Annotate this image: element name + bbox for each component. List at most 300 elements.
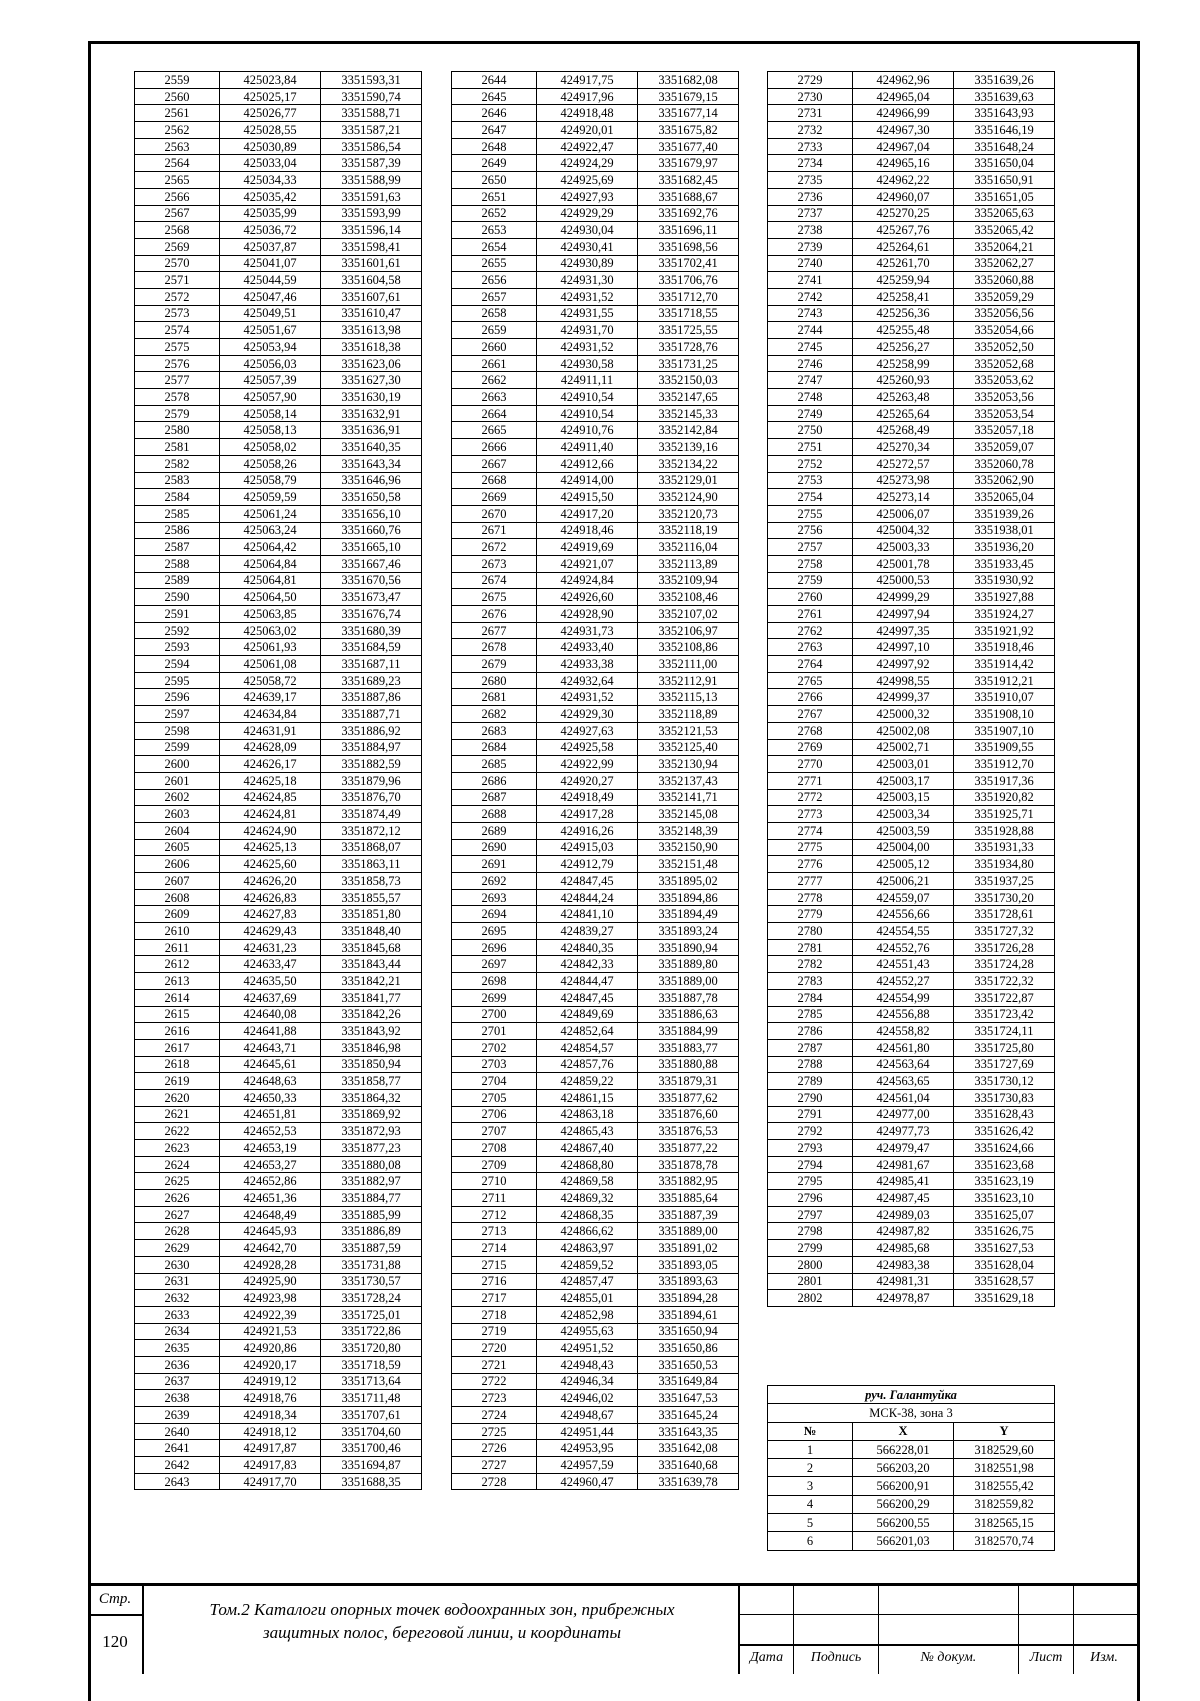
point-number: 2720	[452, 1340, 537, 1357]
y-coordinate: 3351841,77	[321, 989, 422, 1006]
y-coordinate: 3351675,82	[638, 122, 739, 139]
point-number: 2695	[452, 923, 537, 940]
point-number: 2584	[135, 489, 220, 506]
y-coordinate: 3352142,84	[638, 422, 739, 439]
x-coordinate: 424965,16	[853, 155, 954, 172]
point-number: 2598	[135, 722, 220, 739]
table-row	[452, 1123, 739, 1140]
point-number: 2581	[135, 439, 220, 456]
y-coordinate: 3352060,78	[954, 455, 1055, 472]
point-number: 2652	[452, 205, 537, 222]
table-row	[452, 489, 739, 506]
point-number: 2765	[768, 672, 853, 689]
point-number: 2606	[135, 856, 220, 873]
table-row	[768, 639, 1055, 656]
x-coordinate: 425003,59	[853, 822, 954, 839]
table-row	[768, 505, 1055, 522]
point-number: 2640	[135, 1423, 220, 1440]
x-coordinate: 424985,68	[853, 1240, 954, 1257]
point-number: 2729	[768, 72, 853, 89]
x-coordinate: 424651,36	[220, 1190, 321, 1207]
y-coordinate: 3351682,08	[638, 72, 739, 89]
x-coordinate: 424917,83	[220, 1457, 321, 1474]
x-coordinate: 424653,27	[220, 1156, 321, 1173]
table-row	[768, 372, 1055, 389]
table-row	[135, 405, 422, 422]
table-row	[768, 1273, 1055, 1290]
y-coordinate: 3351884,99	[638, 1023, 739, 1040]
table-row	[768, 739, 1055, 756]
point-number: 2656	[452, 272, 537, 289]
x-coordinate: 424840,35	[537, 939, 638, 956]
point-number: 2646	[452, 105, 537, 122]
x-coordinate: 424929,29	[537, 205, 638, 222]
point-number: 2620	[135, 1089, 220, 1106]
table-row	[768, 873, 1055, 890]
table-row	[135, 322, 422, 339]
y-coordinate: 3352137,43	[638, 772, 739, 789]
x-coordinate: 424852,98	[537, 1306, 638, 1323]
y-coordinate: 3351676,74	[321, 606, 422, 623]
y-coordinate: 3351587,21	[321, 122, 422, 139]
table-row	[135, 923, 422, 940]
x-coordinate: 424911,40	[537, 439, 638, 456]
x-coordinate: 424859,22	[537, 1073, 638, 1090]
x-coordinate: 424640,08	[220, 1006, 321, 1023]
y-coordinate: 3351920,82	[954, 789, 1055, 806]
x-coordinate: 425064,81	[220, 572, 321, 589]
y-coordinate: 3351936,20	[954, 539, 1055, 556]
y-coordinate: 3351882,59	[321, 756, 422, 773]
y-coordinate: 3351650,58	[321, 489, 422, 506]
y-coordinate: 3352109,94	[638, 572, 739, 589]
table-row	[768, 989, 1055, 1006]
table-row	[452, 739, 739, 756]
point-number: 2715	[452, 1256, 537, 1273]
table-row	[768, 522, 1055, 539]
y-coordinate: 3351872,93	[321, 1123, 422, 1140]
x-coordinate: 424839,27	[537, 923, 638, 940]
table-row	[768, 1459, 1055, 1477]
point-number: 2782	[768, 956, 853, 973]
point-number: 2704	[452, 1073, 537, 1090]
table-row	[452, 806, 739, 823]
x-coordinate: 425005,12	[853, 856, 954, 873]
y-coordinate: 3351878,78	[638, 1156, 739, 1173]
x-coordinate: 425064,42	[220, 539, 321, 556]
y-coordinate: 3351879,96	[321, 772, 422, 789]
y-coordinate: 3351883,77	[638, 1039, 739, 1056]
x-coordinate: 424554,55	[853, 923, 954, 940]
y-coordinate: 3352116,04	[638, 539, 739, 556]
y-coordinate: 3351636,91	[321, 422, 422, 439]
table-row	[135, 856, 422, 873]
y-coordinate: 3351876,53	[638, 1123, 739, 1140]
x-coordinate: 425273,98	[853, 472, 954, 489]
point-number: 2760	[768, 589, 853, 606]
y-coordinate: 3351886,92	[321, 722, 422, 739]
point-number: 2763	[768, 639, 853, 656]
point-number: 2743	[768, 305, 853, 322]
y-coordinate: 3351858,73	[321, 873, 422, 890]
x-coordinate: 424652,86	[220, 1173, 321, 1190]
table-row	[768, 539, 1055, 556]
y-coordinate: 3351858,77	[321, 1073, 422, 1090]
y-coordinate: 3351893,63	[638, 1273, 739, 1290]
table-row	[452, 505, 739, 522]
x-coordinate: 566228,01	[853, 1440, 954, 1458]
x-coordinate: 425264,61	[853, 238, 954, 255]
table-row	[768, 839, 1055, 856]
table-row	[452, 1240, 739, 1257]
y-coordinate: 3351890,94	[638, 939, 739, 956]
point-number: 2638	[135, 1390, 220, 1407]
point-number: 2615	[135, 1006, 220, 1023]
y-coordinate: 3351623,68	[954, 1156, 1055, 1173]
x-coordinate: 424931,30	[537, 272, 638, 289]
y-coordinate: 3351702,41	[638, 255, 739, 272]
x-coordinate: 425049,51	[220, 305, 321, 322]
y-coordinate: 3351937,25	[954, 873, 1055, 890]
y-coordinate: 3351864,32	[321, 1089, 422, 1106]
date-label: Дата	[749, 1650, 784, 1665]
y-coordinate: 3351673,47	[321, 589, 422, 606]
point-number: 2621	[135, 1106, 220, 1123]
point-number: 2732	[768, 122, 853, 139]
x-coordinate: 424985,41	[853, 1173, 954, 1190]
point-number: 2788	[768, 1056, 853, 1073]
point-number: 2633	[135, 1306, 220, 1323]
x-coordinate: 425058,72	[220, 672, 321, 689]
y-coordinate: 3351639,78	[638, 1473, 739, 1490]
x-coordinate: 425000,53	[853, 572, 954, 589]
sheet-label: Лист	[1029, 1650, 1063, 1665]
point-number: 2643	[135, 1473, 220, 1490]
x-coordinate: 424965,04	[853, 88, 954, 105]
y-coordinate: 3351933,45	[954, 555, 1055, 572]
y-coordinate: 3351679,97	[638, 155, 739, 172]
y-coordinate: 3351648,24	[954, 138, 1055, 155]
table-row	[452, 122, 739, 139]
x-coordinate: 425056,03	[220, 355, 321, 372]
table-row	[135, 606, 422, 623]
x-coordinate: 424645,93	[220, 1223, 321, 1240]
y-coordinate: 3351874,49	[321, 806, 422, 823]
table-row	[452, 372, 739, 389]
y-coordinate: 3352053,56	[954, 389, 1055, 406]
point-number: 2741	[768, 272, 853, 289]
table-row	[768, 906, 1055, 923]
y-coordinate: 3351610,47	[321, 305, 422, 322]
y-coordinate: 3351692,76	[638, 205, 739, 222]
x-coordinate: 424918,12	[220, 1423, 321, 1440]
table-row	[135, 639, 422, 656]
x-coordinate: 425256,27	[853, 339, 954, 356]
x-coordinate: 425030,89	[220, 138, 321, 155]
x-coordinate: 424912,66	[537, 455, 638, 472]
x-coordinate: 425258,99	[853, 355, 954, 372]
y-coordinate: 3351850,94	[321, 1056, 422, 1073]
x-coordinate: 425057,90	[220, 389, 321, 406]
point-number: 2707	[452, 1123, 537, 1140]
point-number: 2595	[135, 672, 220, 689]
y-coordinate: 3351846,98	[321, 1039, 422, 1056]
point-number: 2626	[135, 1190, 220, 1207]
table-row	[452, 1290, 739, 1307]
table-row	[135, 772, 422, 789]
coordinates-table-2	[451, 71, 739, 1490]
y-coordinate: 3351921,92	[954, 622, 1055, 639]
table-row	[452, 1457, 739, 1474]
table-row	[768, 1223, 1055, 1240]
point-number: 2623	[135, 1140, 220, 1157]
table-row	[135, 138, 422, 155]
point-number: 2757	[768, 539, 853, 556]
point-number: 2654	[452, 238, 537, 255]
x-coordinate: 424987,45	[853, 1190, 954, 1207]
point-number: 2700	[452, 1006, 537, 1023]
y-coordinate: 3351887,39	[638, 1206, 739, 1223]
y-coordinate: 3351628,43	[954, 1106, 1055, 1123]
y-coordinate: 3351724,28	[954, 956, 1055, 973]
table-row	[452, 822, 739, 839]
point-number: 2565	[135, 172, 220, 189]
point-number: 2672	[452, 539, 537, 556]
y-coordinate: 3351731,25	[638, 355, 739, 372]
y-coordinate: 3351728,24	[321, 1290, 422, 1307]
point-number: 2787	[768, 1039, 853, 1056]
table-row	[135, 1240, 422, 1257]
point-number: 2717	[452, 1290, 537, 1307]
table-row	[768, 389, 1055, 406]
table-row	[768, 772, 1055, 789]
table-row	[452, 472, 739, 489]
table-row	[135, 1039, 422, 1056]
y-coordinate: 3351876,60	[638, 1106, 739, 1123]
y-coordinate: 3352139,16	[638, 439, 739, 456]
table-row	[452, 1273, 739, 1290]
point-number: 2610	[135, 923, 220, 940]
table-row	[768, 205, 1055, 222]
point-number: 2698	[452, 973, 537, 990]
table-row	[768, 1440, 1055, 1458]
table-row	[135, 756, 422, 773]
signature-label: Подпись	[810, 1650, 862, 1665]
table-row	[135, 1173, 422, 1190]
page-label: Стр.	[98, 1591, 132, 1607]
point-number: 2680	[452, 672, 537, 689]
x-coordinate: 425261,70	[853, 255, 954, 272]
point-number: 2604	[135, 822, 220, 839]
x-coordinate: 424953,95	[537, 1440, 638, 1457]
x-coordinate: 424999,37	[853, 689, 954, 706]
point-number: 2722	[452, 1373, 537, 1390]
point-number: 2789	[768, 1073, 853, 1090]
y-coordinate: 3352060,88	[954, 272, 1055, 289]
x-coordinate: 566203,20	[853, 1459, 954, 1477]
x-coordinate: 424928,28	[220, 1256, 321, 1273]
point-number: 2567	[135, 205, 220, 222]
table-row	[135, 1023, 422, 1040]
x-coordinate: 424635,50	[220, 973, 321, 990]
table-row	[452, 1073, 739, 1090]
y-coordinate: 3352150,90	[638, 839, 739, 856]
table-row	[452, 1423, 739, 1440]
point-number: 2713	[452, 1223, 537, 1240]
x-coordinate: 424561,80	[853, 1039, 954, 1056]
table-row	[135, 72, 422, 89]
table-row	[768, 1106, 1055, 1123]
x-coordinate: 424912,79	[537, 856, 638, 873]
y-coordinate: 3351843,92	[321, 1023, 422, 1040]
x-coordinate: 424865,43	[537, 1123, 638, 1140]
table-row	[452, 689, 739, 706]
x-coordinate: 424997,35	[853, 622, 954, 639]
point-number: 2735	[768, 172, 853, 189]
y-coordinate: 3352053,54	[954, 405, 1055, 422]
table-row	[135, 1457, 422, 1474]
y-coordinate: 3351688,35	[321, 1473, 422, 1490]
x-coordinate: 425023,84	[220, 72, 321, 89]
x-coordinate: 424931,52	[537, 689, 638, 706]
table-row	[452, 1140, 739, 1157]
x-coordinate: 424987,82	[853, 1223, 954, 1240]
y-coordinate: 3352150,03	[638, 372, 739, 389]
table-row	[452, 339, 739, 356]
point-number: 2684	[452, 739, 537, 756]
point-number: 2749	[768, 405, 853, 422]
table-row	[135, 989, 422, 1006]
point-number: 2685	[452, 756, 537, 773]
table-row	[452, 305, 739, 322]
y-coordinate: 3351880,08	[321, 1156, 422, 1173]
point-number: 2778	[768, 889, 853, 906]
table-row	[452, 539, 739, 556]
y-coordinate: 3352141,71	[638, 789, 739, 806]
table-row	[452, 1306, 739, 1323]
table-row	[452, 188, 739, 205]
x-coordinate: 424917,70	[220, 1473, 321, 1490]
point-number: 2657	[452, 288, 537, 305]
x-coordinate: 424922,39	[220, 1306, 321, 1323]
y-coordinate: 3351877,22	[638, 1140, 739, 1157]
table-row	[135, 389, 422, 406]
x-coordinate: 424917,96	[537, 88, 638, 105]
x-coordinate: 425035,42	[220, 188, 321, 205]
y-coordinate: 3182565,15	[954, 1514, 1055, 1532]
y-coordinate: 3351907,10	[954, 722, 1055, 739]
table-row	[768, 1256, 1055, 1273]
point-number: 2605	[135, 839, 220, 856]
table-row	[135, 1407, 422, 1424]
y-coordinate: 3351912,70	[954, 756, 1055, 773]
point-number: 2702	[452, 1039, 537, 1056]
table-row	[452, 272, 739, 289]
x-coordinate: 424914,00	[537, 472, 638, 489]
y-coordinate: 3351908,10	[954, 706, 1055, 723]
y-coordinate: 3351914,42	[954, 656, 1055, 673]
x-coordinate: 424645,61	[220, 1056, 321, 1073]
table-row	[768, 188, 1055, 205]
table-row	[135, 706, 422, 723]
y-coordinate: 3351586,54	[321, 138, 422, 155]
table-row	[135, 522, 422, 539]
y-coordinate: 3351639,26	[954, 72, 1055, 89]
x-coordinate: 424563,65	[853, 1073, 954, 1090]
point-number: 2688	[452, 806, 537, 823]
y-coordinate: 3351931,33	[954, 839, 1055, 856]
y-coordinate: 3351650,53	[638, 1356, 739, 1373]
page-number: 120	[102, 1632, 128, 1651]
x-coordinate: 424922,99	[537, 756, 638, 773]
point-number: 2737	[768, 205, 853, 222]
col-y-header: Y	[954, 1422, 1055, 1440]
table-row	[135, 689, 422, 706]
table-row	[452, 1056, 739, 1073]
table-row	[768, 489, 1055, 506]
y-coordinate: 3351643,34	[321, 455, 422, 472]
x-coordinate: 424962,22	[853, 172, 954, 189]
point-number: 2577	[135, 372, 220, 389]
point-number: 2768	[768, 722, 853, 739]
x-coordinate: 425256,36	[853, 305, 954, 322]
y-coordinate: 3351628,04	[954, 1256, 1055, 1273]
table-row	[768, 472, 1055, 489]
table-row	[768, 939, 1055, 956]
point-number: 2674	[452, 572, 537, 589]
table-row	[768, 789, 1055, 806]
x-coordinate: 424841,10	[537, 906, 638, 923]
point-number: 2742	[768, 288, 853, 305]
table-row	[768, 222, 1055, 239]
y-coordinate: 3351688,67	[638, 188, 739, 205]
y-coordinate: 3182559,82	[954, 1495, 1055, 1513]
y-coordinate: 3352108,46	[638, 589, 739, 606]
x-coordinate: 424925,90	[220, 1273, 321, 1290]
y-coordinate: 3351724,11	[954, 1023, 1055, 1040]
y-coordinate: 3351694,87	[321, 1457, 422, 1474]
table-row	[768, 238, 1055, 255]
table-row	[135, 1206, 422, 1223]
y-coordinate: 3351618,38	[321, 339, 422, 356]
table-row	[768, 339, 1055, 356]
y-coordinate: 3351598,41	[321, 238, 422, 255]
point-number: 2692	[452, 873, 537, 890]
x-coordinate: 424631,23	[220, 939, 321, 956]
x-coordinate: 425057,39	[220, 372, 321, 389]
x-coordinate: 425051,67	[220, 322, 321, 339]
x-coordinate: 425036,72	[220, 222, 321, 239]
table-row	[135, 372, 422, 389]
y-coordinate: 3351630,19	[321, 389, 422, 406]
point-number: 2726	[452, 1440, 537, 1457]
x-coordinate: 424921,53	[220, 1323, 321, 1340]
y-coordinate: 3351730,12	[954, 1073, 1055, 1090]
x-coordinate: 424931,73	[537, 622, 638, 639]
point-number: 2694	[452, 906, 537, 923]
table-row	[768, 1477, 1055, 1495]
x-coordinate: 425061,93	[220, 639, 321, 656]
point-number: 2718	[452, 1306, 537, 1323]
y-coordinate: 3351924,27	[954, 606, 1055, 623]
x-coordinate: 424637,69	[220, 989, 321, 1006]
x-coordinate: 425058,02	[220, 439, 321, 456]
x-coordinate: 424927,63	[537, 722, 638, 739]
point-number: 2677	[452, 622, 537, 639]
y-coordinate: 3351938,01	[954, 522, 1055, 539]
x-coordinate: 424626,17	[220, 756, 321, 773]
table-row	[452, 906, 739, 923]
